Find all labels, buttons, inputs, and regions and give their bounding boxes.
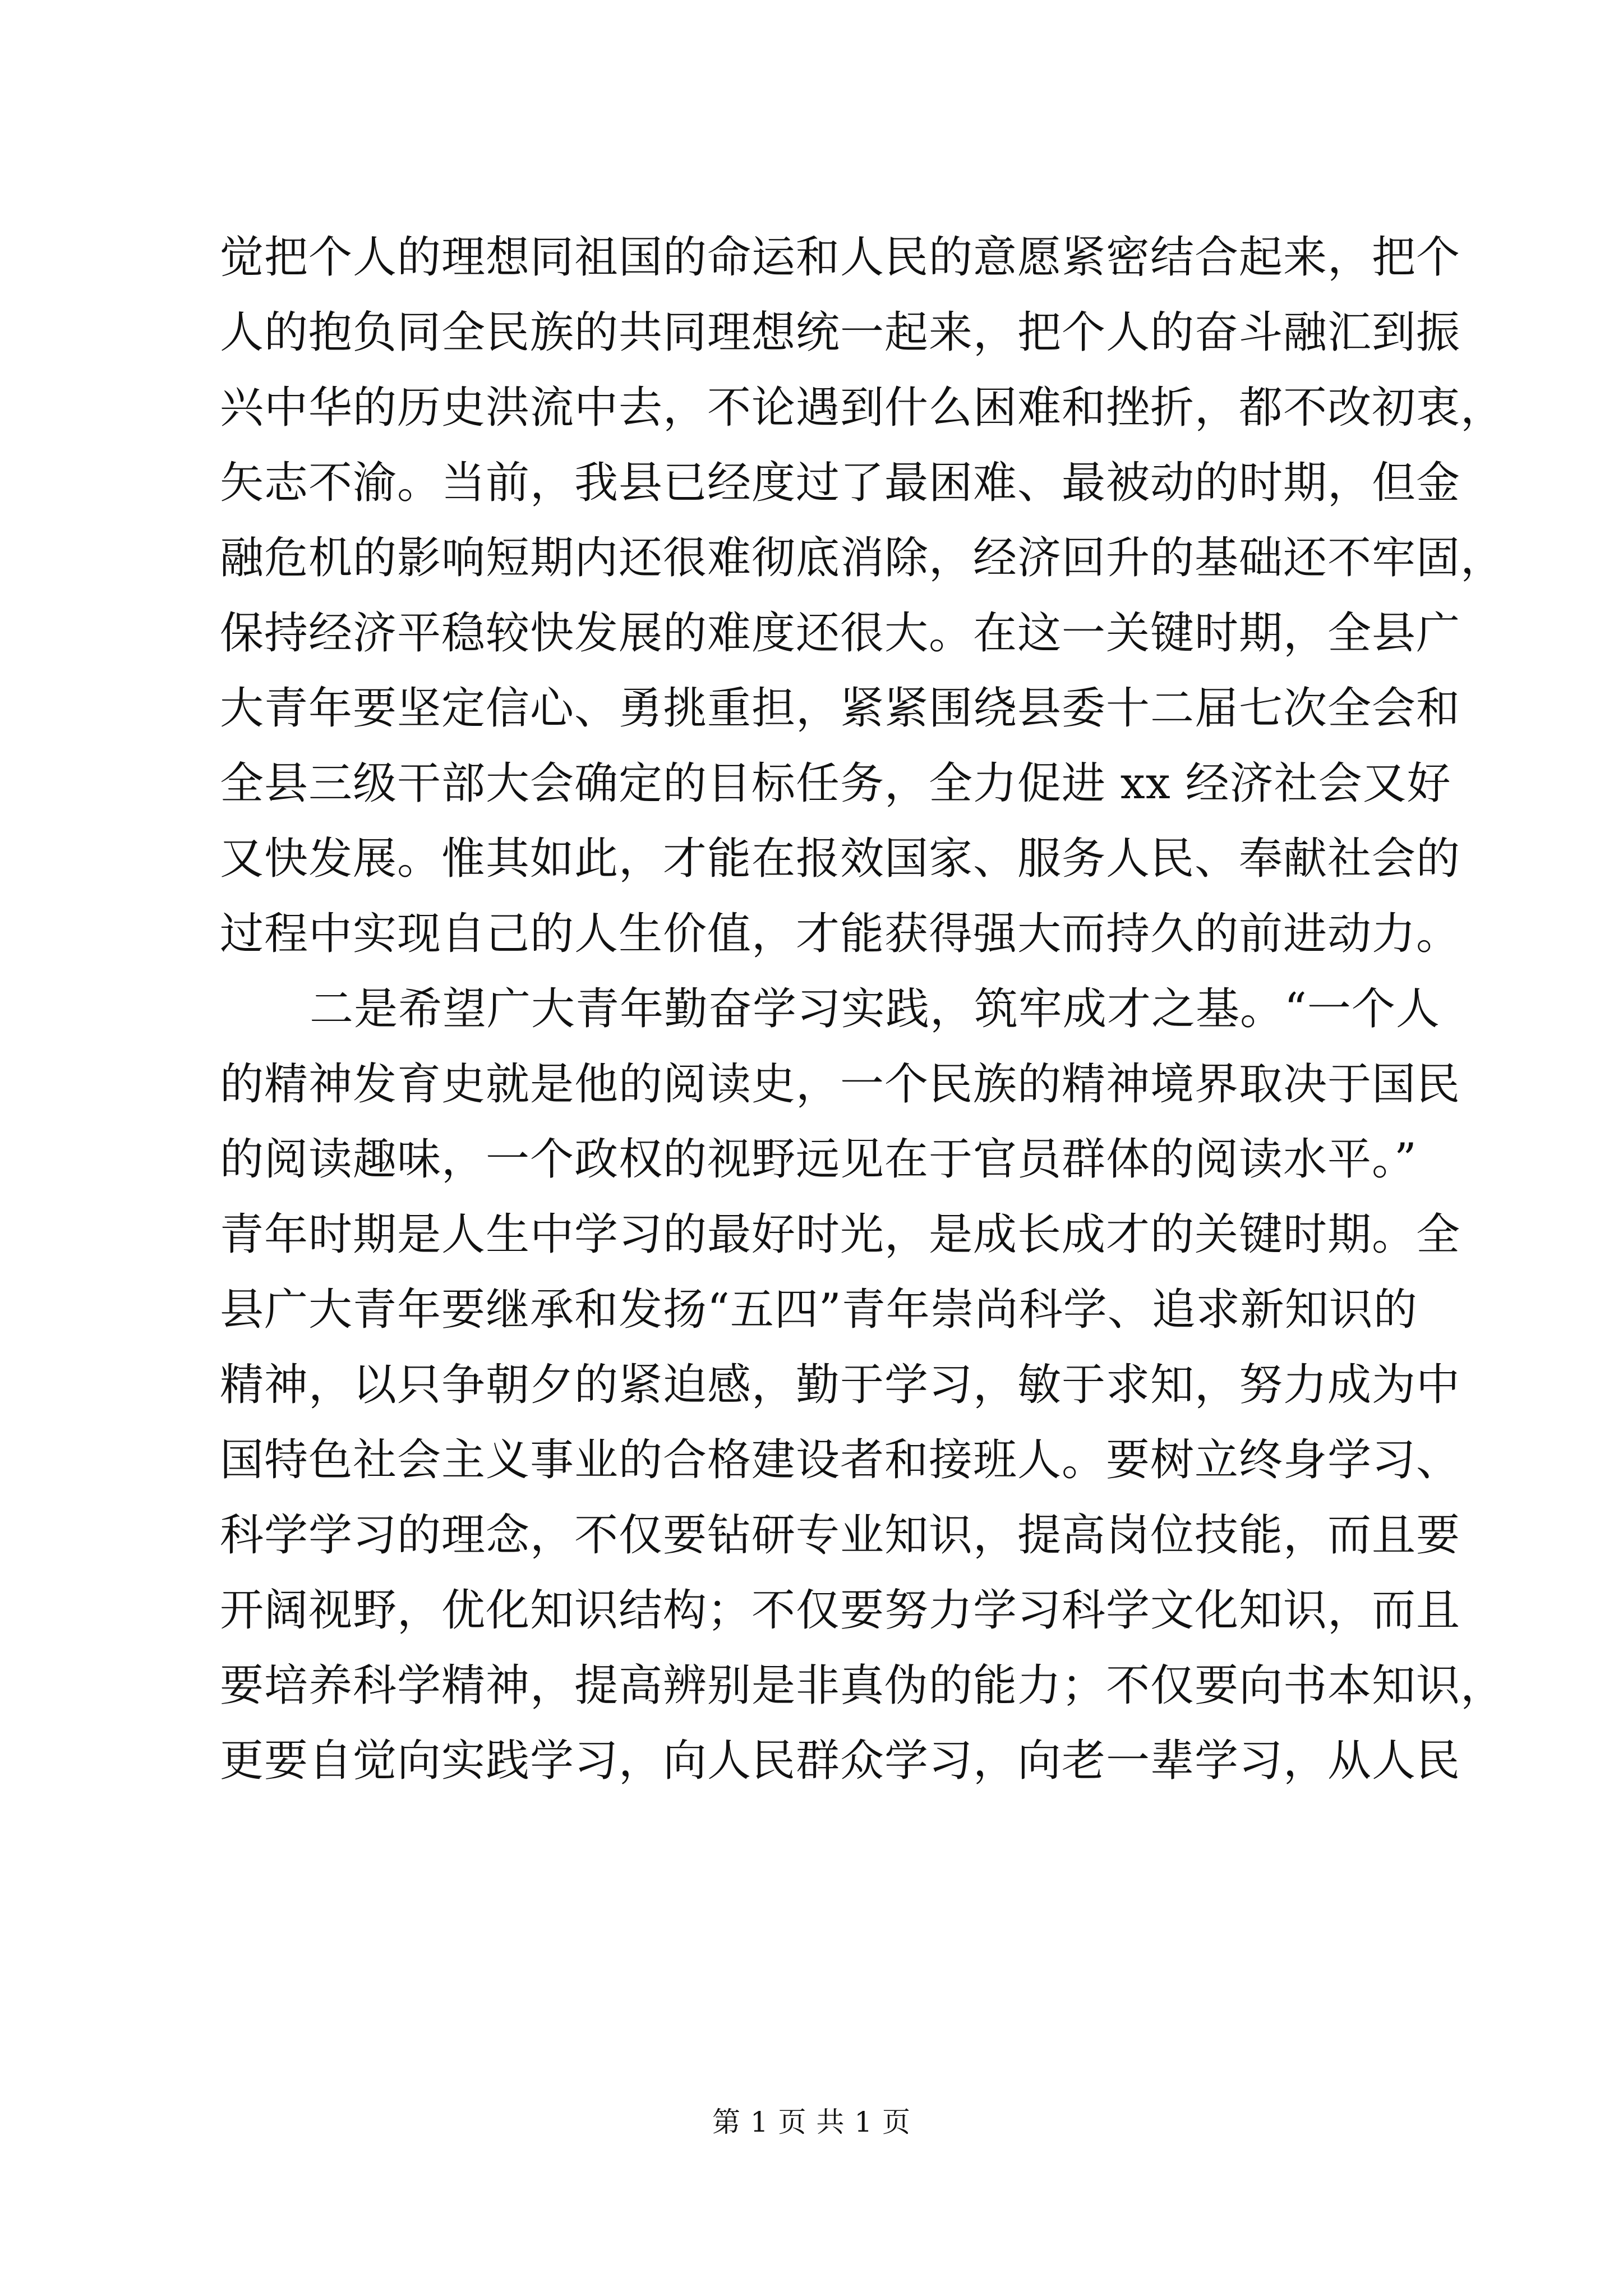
text-line-16: 精神，以只争朝夕的紧迫感，勤于学习，敏于求知，努力成为中: [220, 1360, 1461, 1410]
page-footer: 第 1 页 共 1 页: [712, 2106, 911, 2138]
text-line-12: 的精神发育史就是他的阅读史，一个民族的精神境界取决于国民: [220, 1059, 1461, 1110]
text-line-11: 二是希望广大青年勤奋学习实践，筑牢成才之基。“一个人: [310, 984, 1440, 1034]
document-body: [220, 220, 1505, 1798]
text-line-3: 兴中华的历史洪流中去，不论遇到什么困难和挫折，都不改初衷，: [220, 383, 1505, 433]
text-line-20: 要培养科学精神，提高辨别是非真伪的能力；不仅要向书本知识，: [220, 1660, 1505, 1711]
text-line-2: 人的抱负同全民族的共同理想统一起来，把个人的奋斗融汇到振: [220, 307, 1461, 358]
text-line-10: 过程中实现自己的人生价值，才能获得强大而持久的前进动力。: [220, 909, 1461, 959]
text-line-15: 县广大青年要继承和发扬“五四”青年崇尚科学、追求新知识的: [220, 1285, 1418, 1335]
text-line-17: 国特色社会主义事业的合格建设者和接班人。要树立终身学习、: [220, 1435, 1461, 1485]
text-line-21: 更要自觉向实践学习，向人民群众学习，向老一辈学习，从人民: [220, 1736, 1461, 1786]
text-line-13: 的阅读趣味，一个政权的视野远见在于官员群体的阅读水平。”: [220, 1134, 1417, 1185]
text-line-7: 大青年要坚定信心、勇挑重担，紧紧围绕县委十二届七次全会和: [220, 683, 1461, 734]
text-line-8: 全县三级干部大会确定的目标任务，全力促进 xx 经济社会又好: [220, 758, 1451, 809]
text-line-19: 开阔视野，优化知识结构；不仅要努力学习科学文化知识，而且: [220, 1585, 1461, 1636]
text-line-6: 保持经济平稳较快发展的难度还很大。在这一关键时期，全县广: [220, 608, 1461, 659]
text-line-1: 觉把个人的理想同祖国的命运和人民的意愿紧密结合起来，把个: [220, 232, 1461, 283]
text-line-18: 科学学习的理念，不仅要钻研专业知识，提高岗位技能，而且要: [220, 1510, 1461, 1561]
text-line-5: 融危机的影响短期内还很难彻底消除，经济回升的基础还不牢固，: [220, 533, 1505, 583]
text-line-4: 矢志不渝。当前，我县已经度过了最困难、最被动的时期，但金: [220, 458, 1461, 508]
text-line-9: 又快发展。惟其如此，才能在报效国家、服务人民、奉献社会的: [220, 834, 1461, 884]
text-line-14: 青年时期是人生中学习的最好时光，是成长成才的关键时期。全: [220, 1209, 1461, 1260]
